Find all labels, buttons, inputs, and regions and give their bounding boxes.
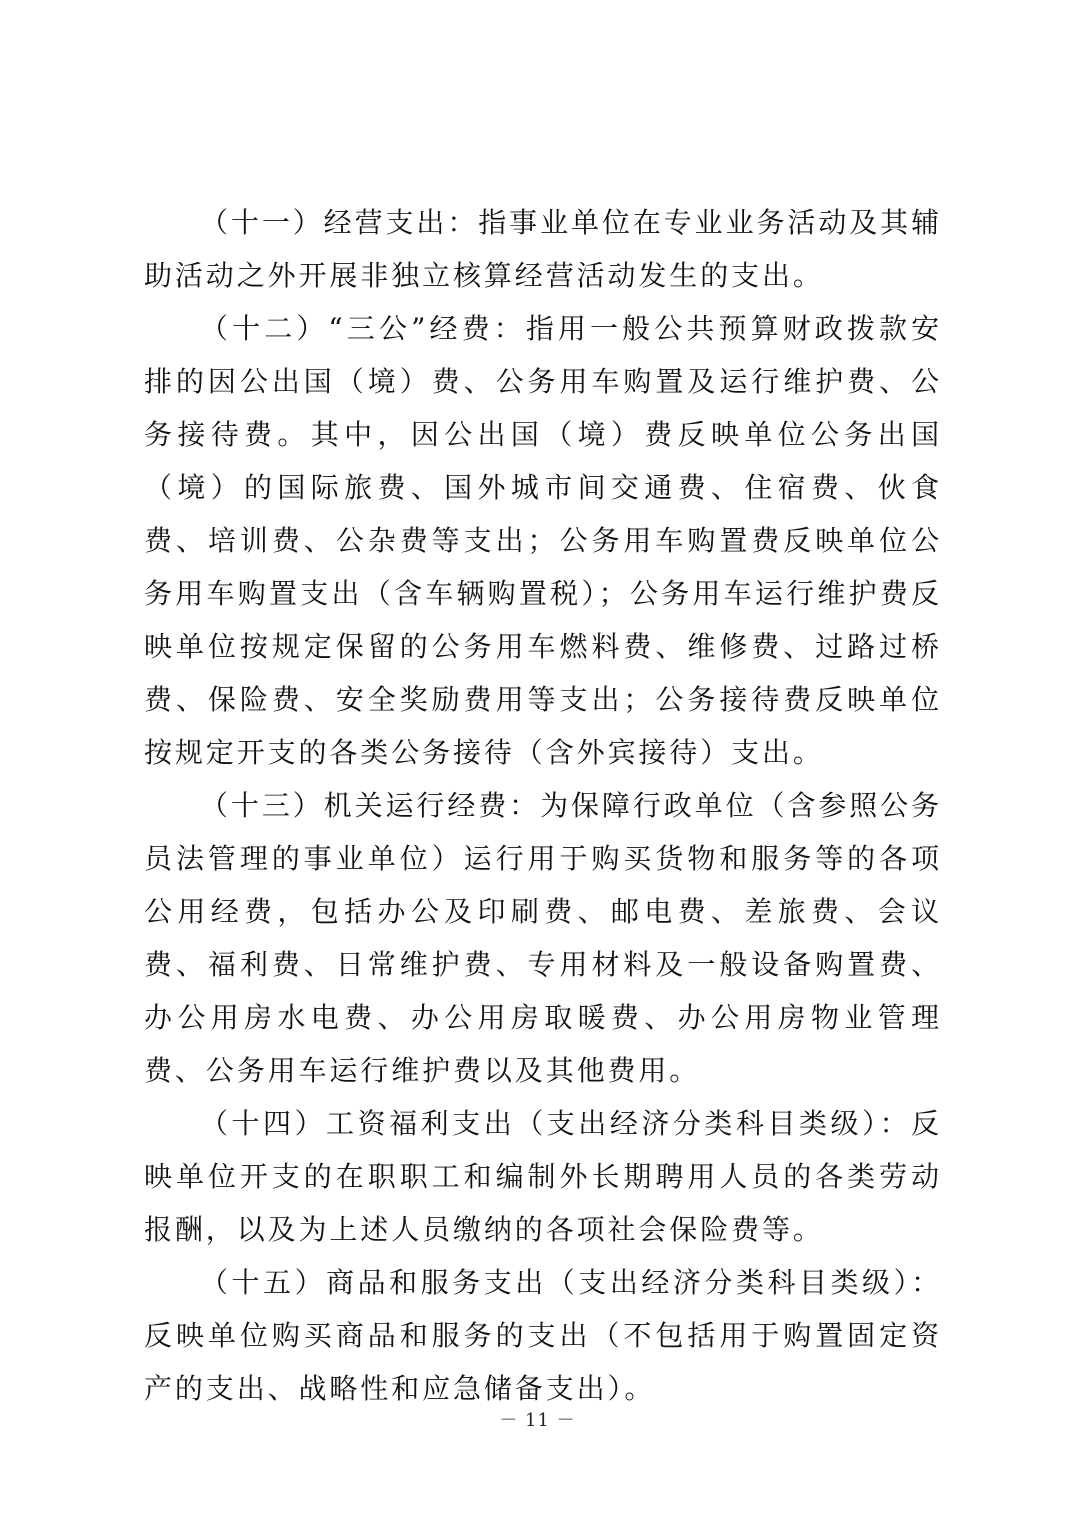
paragraph-three-public-expenses	[144, 302, 942, 779]
paragraph-operating-expenditure	[144, 196, 942, 302]
page-number: － 11 －	[499, 1410, 576, 1431]
paragraph-text: 反映单位购买商品和服务的支出（不包括用于购置固定资产的支出、战略性和应急储备支出）。	[144, 1319, 942, 1405]
paragraph-label: （十三）机关运行经费：	[200, 789, 541, 822]
paragraph-label: （十一）经营支出：	[200, 206, 479, 239]
paragraph-text: 指用一般公共预算财政拨款安排的因公出国（境）费、公务用车购置及运行维护费、公务接待费。其中，因公出国（境）费反映单位公务出国（境）的国际旅费、国外城市间交通费、住宿费、伙食费、培训费、公杂费等支出；公务用车购置费反映单位公务用车购置支出（含车辆购置税）；公务用车运行维护费反映单位按规定保留的公务用车燃料费、维修费、过路过桥费、保险费、安全奖励费用等支出；公务接待费反映单位按规定开支的各类公务接待（含外宾接待）支出。	[144, 312, 943, 769]
paragraph-text: 指事业单位在专业业务活动及其辅助活动之外开展非独立核算经营活动发生的支出。	[144, 206, 942, 292]
paragraph-label: （十四）工资福利支出（支出经济分类科目类级）：	[200, 1107, 912, 1140]
paragraph-label: （十五）商品和服务支出（支出经济分类科目类级）：	[200, 1266, 942, 1299]
paragraph-text: 为保障行政单位（含参照公务员法管理的事业单位）运行用于购买货物和服务等的各项公用经费，包括办公及印刷费、邮电费、差旅费、会议费、福利费、日常维护费、专用材料及一般设备购置费、办公用房水电费、办公用房取暖费、办公用房物业管理费、公务用车运行维护费以及其他费用。	[144, 789, 942, 1087]
paragraph-goods-services-expenditure	[144, 1256, 942, 1415]
document-body	[144, 196, 942, 1415]
paragraph-label: （十二）“三公”经费：	[200, 312, 526, 345]
paragraph-wage-welfare-expenditure	[144, 1097, 942, 1256]
paragraph-text: 反映单位开支的在职职工和编制外长期聘用人员的各类劳动报酬，以及为上述人员缴纳的各项社会保险费等。	[144, 1107, 942, 1246]
paragraph-agency-operating-expenses	[144, 779, 942, 1097]
